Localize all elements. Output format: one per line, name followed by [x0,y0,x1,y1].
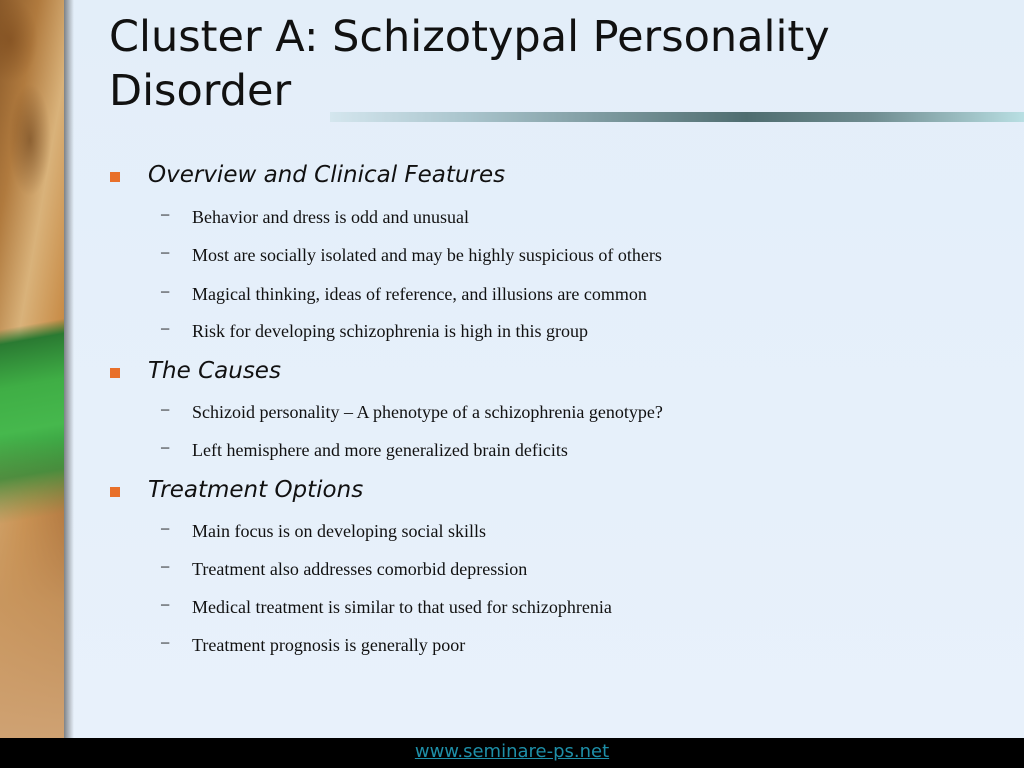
side-shadow [64,0,74,738]
list-item-text: Medical treatment is similar to that used for schizophrenia [192,597,612,617]
footer-bar [0,738,1024,768]
dash-bullet-icon: − [160,438,171,458]
dash-bullet-icon: − [160,519,171,539]
title-underline-bar [330,112,1024,122]
dash-bullet-icon: − [160,595,171,615]
dash-bullet-icon: − [160,282,171,302]
square-bullet-icon [110,487,120,497]
decorative-side-image [0,0,64,738]
dash-bullet-icon: − [160,557,171,577]
dash-bullet-icon: − [160,400,171,420]
section-heading-label: Treatment Options [148,477,364,503]
section-heading-label: The Causes [148,358,281,384]
dash-bullet-icon: − [160,243,171,263]
square-bullet-icon [110,172,120,182]
list-item-text: Schizoid personality – A phenotype of a schizophrenia genotype? [192,402,663,422]
list-item-text: Left hemisphere and more generalized brain deficits [192,440,568,460]
dash-bullet-icon: − [160,633,171,653]
list-item-text: Main focus is on developing social skills [192,521,486,541]
footer-website-link[interactable]: www.seminare-ps.net [414,741,610,762]
list-item-text: Most are socially isolated and may be highly suspicious of others [192,245,662,265]
dash-bullet-icon: − [160,205,171,225]
list-item-text: Treatment also addresses comorbid depression [192,559,528,579]
list-item-text: Risk for developing schizophrenia is high in this group [192,321,588,341]
list-item-text: Treatment prognosis is generally poor [192,635,466,655]
slide-title: Cluster A: Schizotypal Personality Disorder [109,12,830,116]
dash-bullet-icon: − [160,319,171,339]
square-bullet-icon [110,368,120,378]
section-heading-label: Overview and Clinical Features [148,162,506,188]
list-item-text: Magical thinking, ideas of reference, and illusions are common [192,284,647,304]
list-item-text: Behavior and dress is odd and unusual [192,207,469,227]
